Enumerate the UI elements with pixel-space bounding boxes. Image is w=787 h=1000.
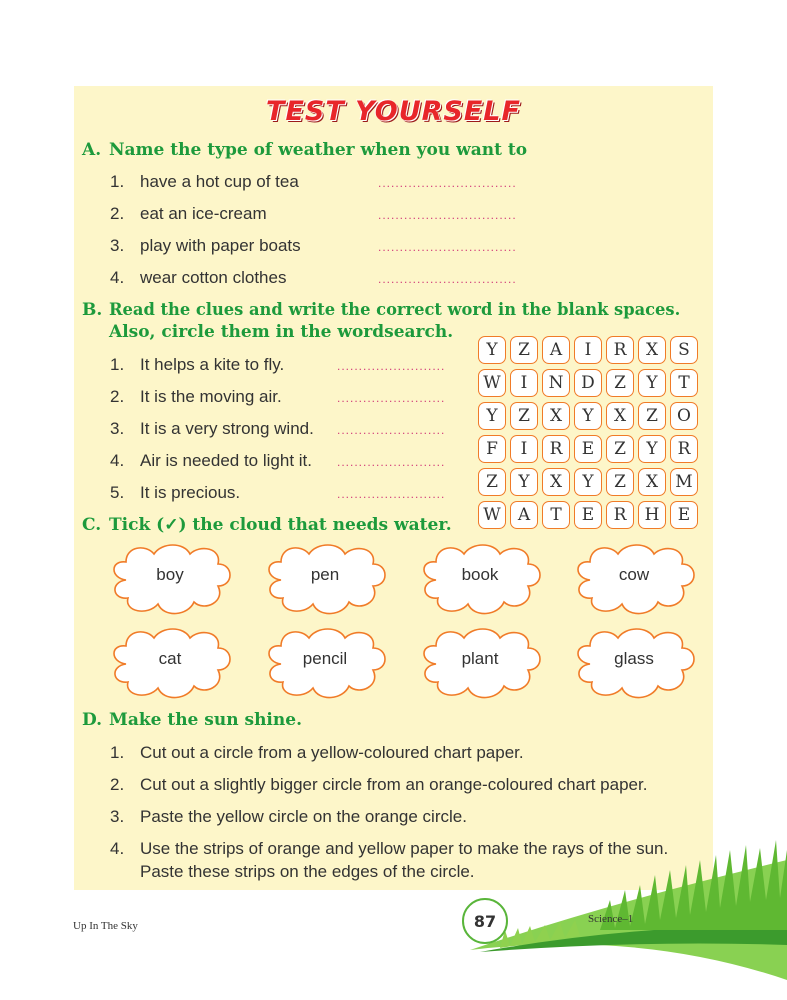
cloud-word: book [461,565,499,584]
wordsearch-cell[interactable]: Y [478,336,506,364]
wordsearch-cell[interactable]: Y [510,468,538,496]
section-b-heading [82,300,680,320]
answer-blank[interactable]: ................................ [378,240,517,254]
wordsearch-cell[interactable]: W [478,369,506,397]
wordsearch-cell[interactable]: X [542,402,570,430]
wordsearch-cell[interactable]: Z [510,336,538,364]
cloud-word: glass [614,649,654,668]
wordsearch-row [476,400,700,433]
wordsearch-row [476,334,700,367]
cloud-option[interactable] [414,624,546,704]
wordsearch-cell[interactable]: O [670,402,698,430]
section-b-letter: B. [82,300,103,320]
cloud-option[interactable] [568,624,700,704]
cloud-option[interactable] [259,540,391,620]
answer-blank[interactable]: ................................ [378,272,517,286]
wordsearch-cell[interactable]: Z [606,468,634,496]
wordsearch-cell[interactable]: Z [606,369,634,397]
section-d-item: 1. Cut out a circle from a yellow-coloured chart paper. [110,743,524,762]
cloud-word: pen [310,565,340,584]
answer-blank[interactable]: ......................... [337,455,446,469]
wordsearch-cell[interactable]: Z [638,402,666,430]
section-c-letter: C. [82,515,102,535]
wordsearch-cell[interactable]: Y [638,369,666,397]
section-a-item: 2. eat an ice-cream [110,204,267,223]
page-title: TEST YOURSELF [266,96,521,127]
wordsearch-cell[interactable]: F [478,435,506,463]
grass-decoration [0,830,787,1000]
wordsearch-cell[interactable]: R [542,435,570,463]
wordsearch-row [476,466,700,499]
wordsearch-cell[interactable]: R [670,435,698,463]
section-d-item-continuation: Paste these strips on the edges of the circle. [140,862,475,881]
cloud-option[interactable] [414,540,546,620]
wordsearch-cell[interactable]: T [542,501,570,529]
section-d-item: 2. Cut out a slightly bigger circle from an orange-coloured chart paper. [110,775,648,794]
section-b-item: 1. It helps a kite to fly. [110,355,285,374]
wordsearch-cell[interactable]: H [638,501,666,529]
section-d-heading-text: Make the sun shine. [109,710,302,730]
answer-blank[interactable]: ................................ [378,208,517,222]
section-b-item: 2. It is the moving air. [110,387,282,406]
wordsearch-cell[interactable]: I [510,435,538,463]
wordsearch-cell[interactable]: E [574,501,602,529]
wordsearch-cell[interactable]: I [574,336,602,364]
answer-blank[interactable]: ......................... [337,487,446,501]
wordsearch-cell[interactable]: Y [574,468,602,496]
cloud-word: cow [618,565,650,584]
section-d-item: 3. Paste the yellow circle on the orange circle. [110,807,467,826]
wordsearch-cell[interactable]: R [606,336,634,364]
footer-subject: Science–1 [588,913,634,925]
wordsearch-cell[interactable]: E [574,435,602,463]
wordsearch-cell[interactable]: A [510,501,538,529]
section-d-letter: D. [82,710,103,730]
section-c-heading [82,515,452,535]
section-b-item: 5. It is precious. [110,483,241,502]
wordsearch-cell[interactable]: N [542,369,570,397]
section-d-item: 4. Use the strips of orange and yellow paper to make the rays of the sun. [110,839,669,858]
section-a-heading-text: Name the type of weather when you want to [109,140,528,160]
cloud-option[interactable] [104,624,236,704]
wordsearch-row [476,367,700,400]
wordsearch-cell[interactable]: M [670,468,698,496]
wordsearch-cell[interactable]: W [478,501,506,529]
wordsearch-cell[interactable]: R [606,501,634,529]
wordsearch-cell[interactable]: S [670,336,698,364]
section-b-item: 4. Air is needed to light it. [110,451,312,470]
page-number: 87 [462,898,508,944]
cloud-option[interactable] [104,540,236,620]
section-a-item: 1. have a hot cup of tea [110,172,299,191]
wordsearch-row [476,433,700,466]
section-b-item: 3. It is a very strong wind. [110,419,314,438]
wordsearch-cell[interactable]: Z [478,468,506,496]
answer-blank[interactable]: ......................... [337,391,446,405]
wordsearch-cell[interactable]: I [510,369,538,397]
cloud-option[interactable] [259,624,391,704]
section-d-heading [82,710,302,730]
section-a-item: 3. play with paper boats [110,236,301,255]
wordsearch-cell[interactable]: Y [574,402,602,430]
wordsearch-cell[interactable]: Y [478,402,506,430]
wordsearch-cell[interactable]: A [542,336,570,364]
wordsearch-cell[interactable]: Z [510,402,538,430]
wordsearch-cell[interactable]: T [670,369,698,397]
section-a-letter: A. [82,140,102,160]
cloud-word: cat [158,649,182,668]
footer-chapter-title: Up In The Sky [73,920,138,932]
wordsearch-cell[interactable]: X [638,468,666,496]
wordsearch-cell[interactable]: Y [638,435,666,463]
wordsearch-cell[interactable]: Z [606,435,634,463]
wordsearch-row [476,499,700,532]
cloud-word: plant [461,649,499,668]
wordsearch-cell[interactable]: D [574,369,602,397]
answer-blank[interactable]: ......................... [337,359,446,373]
section-c-heading-text: Tick (✓) the cloud that needs water. [109,515,452,535]
wordsearch-cell[interactable]: E [670,501,698,529]
cloud-option[interactable] [568,540,700,620]
section-b-heading-line2: Also, circle them in the wordsearch. [109,322,454,342]
wordsearch-cell[interactable]: X [542,468,570,496]
cloud-word: boy [156,565,184,584]
section-b-heading-line1: Read the clues and write the correct word in the blank spaces. [109,300,681,319]
cloud-word: pencil [302,649,348,668]
wordsearch-cell[interactable]: X [638,336,666,364]
section-a-item: 4. wear cotton clothes [110,268,287,287]
answer-blank[interactable]: ................................ [378,176,517,190]
wordsearch-grid [476,334,700,532]
wordsearch-cell[interactable]: X [606,402,634,430]
section-a-heading [82,140,527,160]
answer-blank[interactable]: ......................... [337,423,446,437]
